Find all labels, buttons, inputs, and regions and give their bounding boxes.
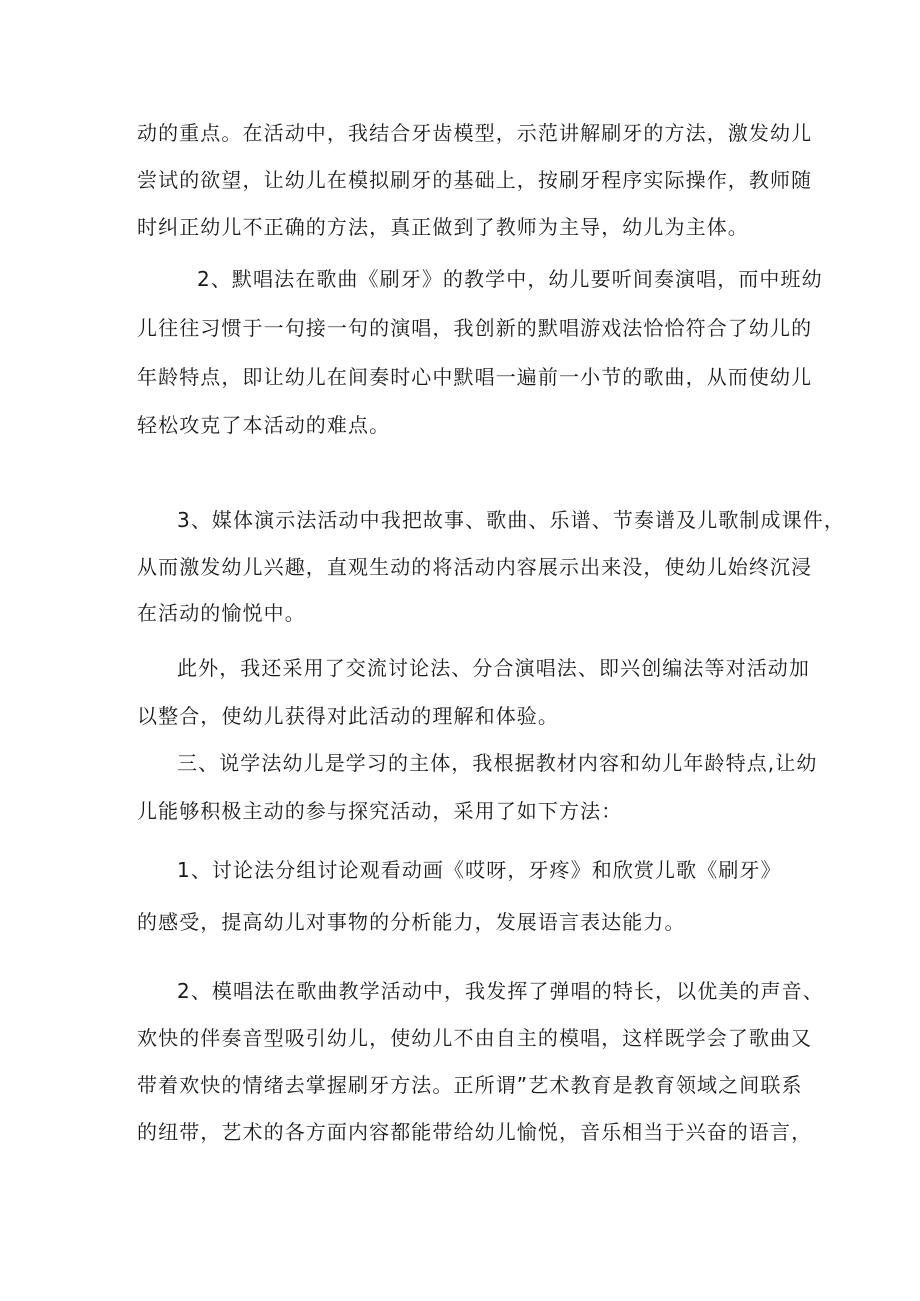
section-heading-line: 三、说学法幼儿是学习的主体，我根据教材内容和幼儿年龄特点,让幼 (177, 751, 818, 775)
text-line: 从而激发幼儿兴趣，直观生动的将活动内容展示出来没，使幼儿始终沉浸 (137, 555, 813, 579)
text-line: 在活动的愉悦中。 (137, 601, 306, 625)
text-line: 2、默唱法在歌曲《刷牙》的教学中，幼儿要听间奏演唱，而中班幼 (197, 267, 823, 291)
text-line: 时纠正幼儿不正确的方法，真正做到了教师为主导，幼儿为主体。 (137, 215, 749, 239)
text-line: 动的重点。在活动中，我结合牙齿模型，示范讲解刷牙的方法，激发幼儿 (137, 121, 813, 145)
text-line: 此外，我还采用了交流讨论法、分合演唱法、即兴创编法等对活动加 (177, 656, 810, 680)
text-line: 的感受，提高幼儿对事物的分析能力，发展语言表达能力。 (137, 910, 686, 934)
text-line: 轻松攻克了本活动的难点。 (137, 413, 391, 437)
text-line: 以整合，使幼儿获得对此活动的理解和体验。 (137, 704, 559, 728)
text-line: 欢快的伴奏音型吸引幼儿，使幼儿不由自主的模唱，这样既学会了歌曲又 (137, 1026, 813, 1050)
text-line: 带着欢快的情绪去掌握刷牙方法。正所谓”艺术教育是教育领域之间联系 (137, 1073, 803, 1097)
text-line: 2、模唱法在歌曲教学活动中，我发挥了弹唱的特长，以优美的声音、 (177, 979, 824, 1003)
text-line: 儿能够积极主动的参与探究活动，采用了如下方法： (137, 799, 623, 823)
text-line: 尝试的欲望，让幼儿在模拟刷牙的基础上，按刷牙程序实际操作，教师随 (137, 168, 813, 192)
text-line: 1、讨论法分组讨论观看动画《哎呀，牙疼》和欣赏儿歌《刷牙》 (177, 858, 782, 882)
text-line: 3、媒体演示法活动中我把故事、歌曲、乐谱、节奏谱及儿歌制成课件， (177, 508, 845, 532)
text-line: 儿往往习惯于一句接一句的演唱，我创新的默唱游戏法恰恰符合了幼儿的 (137, 316, 813, 340)
text-line: 年龄特点，即让幼儿在间奏时心中默唱一遍前一小节的歌曲，从而使幼儿 (137, 365, 813, 389)
text-line: 的纽带，艺术的各方面内容都能带给幼儿愉悦，音乐相当于兴奋的语言， (137, 1120, 813, 1144)
